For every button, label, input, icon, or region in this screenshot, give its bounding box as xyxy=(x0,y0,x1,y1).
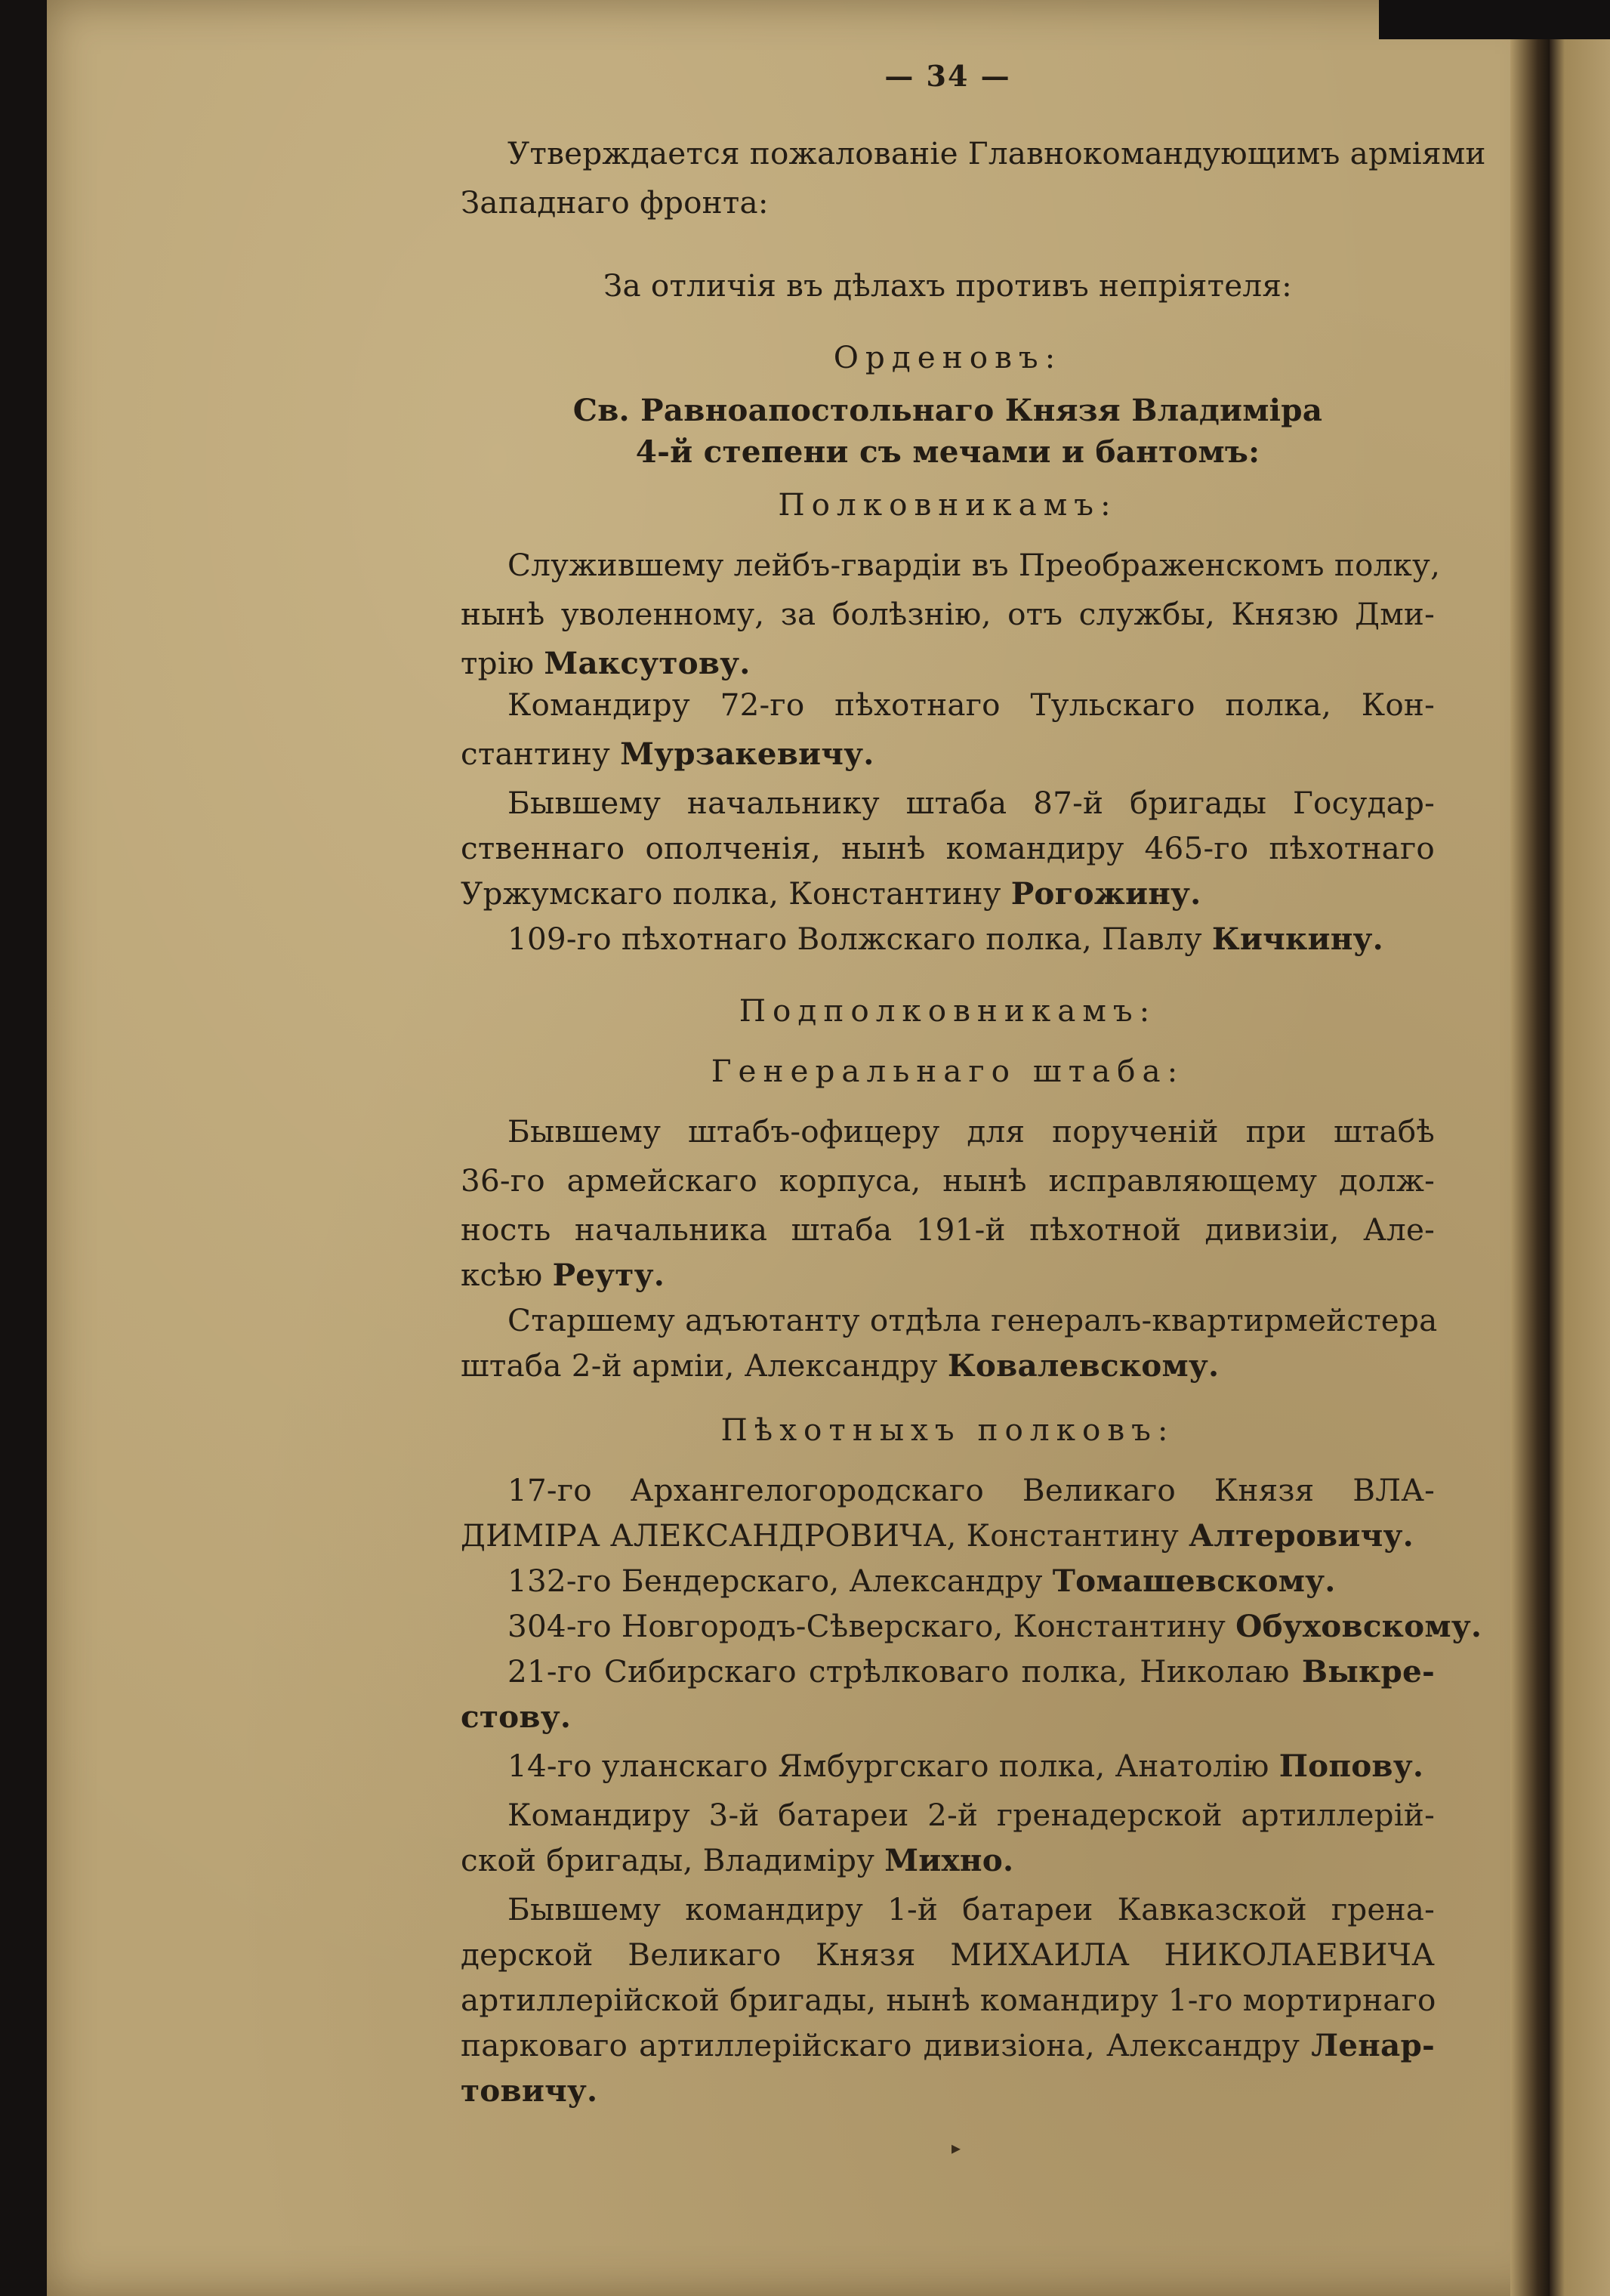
text-line xyxy=(461,1110,1435,1153)
line-name: Михно. xyxy=(884,1842,1014,1878)
line-name: Выкре- xyxy=(1301,1653,1435,1690)
text-line xyxy=(461,1605,1482,1647)
line-name: Максутову. xyxy=(544,645,751,681)
line-text: трію xyxy=(461,645,544,681)
text-line xyxy=(461,918,1435,960)
text-line xyxy=(461,1696,1435,1738)
text-line xyxy=(461,1159,1435,1202)
text-line xyxy=(461,1344,1435,1387)
text-line xyxy=(461,1650,1435,1693)
line-text: 132-го Бендерскаго, Александру xyxy=(507,1563,1053,1599)
line-text: Полковникамъ: xyxy=(778,486,1118,523)
line-text: Св. Равноапостольнаго Князя Владиміра xyxy=(572,392,1323,428)
text-line xyxy=(461,1745,1435,1787)
text-line xyxy=(461,1208,1435,1251)
line-text: Бывшему начальнику штаба 87-й бригады Государ- xyxy=(507,785,1435,821)
text-line xyxy=(461,1469,1435,1511)
text-line xyxy=(461,264,1435,307)
line-text: ДИМІРА АЛЕКСАНДРОВИЧА, Константину xyxy=(461,1517,1189,1554)
page-text xyxy=(461,0,1486,2296)
line-text: Западнаго фронта: xyxy=(461,184,769,221)
line-text: 21-го Сибирскаго стрѣлковаго полка, Николаю xyxy=(507,1653,1302,1690)
text-line xyxy=(461,1299,1438,1341)
line-text: Пѣхотныхъ полковъ: xyxy=(720,1412,1175,1448)
line-text: штаба 2-й арміи, Александру xyxy=(461,1347,948,1384)
line-text: парковаго артиллерійскаго дивизіона, Александру xyxy=(461,2027,1312,2063)
line-name: Мурзакевичу. xyxy=(620,736,874,772)
next-page-edge xyxy=(1550,0,1610,2296)
line-text: ской бригады, Владиміру xyxy=(461,1842,885,1878)
line-text: За отличія въ дѣлахъ противъ непріятеля: xyxy=(603,267,1292,304)
text-line xyxy=(461,1514,1435,1557)
line-name: стову. xyxy=(461,1699,572,1735)
text-line xyxy=(461,593,1435,635)
line-text: стантину xyxy=(461,736,621,772)
text-line xyxy=(461,1839,1435,1881)
line-text: дерской Великаго Князя МИХАИЛА НИКОЛАЕВИЧА xyxy=(461,1936,1435,1973)
line-name: Обуховскому. xyxy=(1235,1608,1482,1644)
page-number: — 34 — xyxy=(884,59,1011,93)
text-line xyxy=(461,782,1435,824)
text-line xyxy=(461,2024,1435,2066)
text-line xyxy=(461,1979,1435,2021)
text-line xyxy=(461,684,1435,726)
line-text: Бывшему командиру 1-й батареи Кавказской грена- xyxy=(507,1891,1435,1927)
text-line xyxy=(461,1254,1435,1296)
text-line xyxy=(461,733,1435,775)
line-text: Подполковникамъ: xyxy=(739,992,1157,1029)
line-name: Томашевскому. xyxy=(1052,1563,1336,1599)
text-line xyxy=(461,2069,1435,2112)
text-line xyxy=(461,1409,1435,1451)
text-line xyxy=(461,389,1435,431)
line-text: Орденовъ: xyxy=(833,339,1063,375)
line-text: Служившему лейбъ-гвардіи въ Преображенскомъ полку, xyxy=(507,547,1441,583)
line-text: Утверждается пожалованіе Главнокомандующимъ арміями xyxy=(507,135,1486,171)
line-text: Бывшему штабъ-офицеру для порученій при штабѣ xyxy=(507,1113,1435,1150)
text-line xyxy=(461,132,1486,174)
line-text: ность начальника штаба 191-й пѣхотной дивизіи, Але- xyxy=(461,1211,1435,1248)
line-text: ксѣю xyxy=(461,1257,553,1293)
text-line xyxy=(461,544,1441,586)
text-line xyxy=(461,872,1435,915)
line-text: 304-го Новгородъ-Сѣверскаго, Константину xyxy=(507,1608,1236,1644)
text-line xyxy=(461,336,1435,378)
line-name: Попову. xyxy=(1278,1748,1424,1784)
line-text: 36-го армейскаго корпуса, нынѣ исправляющему долж- xyxy=(461,1162,1435,1199)
line-text: Старшему адъютанту отдѣла генералъ-квартирмейстера xyxy=(507,1302,1438,1338)
line-text: 17-го Архангелогородскаго Великаго Князя ВЛА- xyxy=(507,1472,1435,1508)
text-line xyxy=(461,827,1435,869)
line-text: ственнаго ополченія, нынѣ командиру 465-го пѣхотнаго xyxy=(461,830,1435,866)
line-text: Командиру 72-го пѣхотнаго Тульскаго полка, Кон- xyxy=(507,687,1435,723)
line-text: артиллерійской бригады, нынѣ командиру 1-го мортирнаго xyxy=(461,1982,1436,2018)
line-text: Уржумскаго полка, Константину xyxy=(461,875,1011,912)
text-line xyxy=(461,1794,1435,1836)
text-line xyxy=(461,181,1435,224)
text-line xyxy=(461,1560,1435,1602)
line-name: Алтеровичу. xyxy=(1189,1517,1414,1554)
line-text: Командиру 3-й батареи 2-й гренадерской артиллерій- xyxy=(507,1797,1435,1833)
line-name: Ковалевскому. xyxy=(947,1347,1220,1384)
line-text: 4-й степени съ мечами и бантомъ: xyxy=(635,434,1260,470)
line-text: 109-го пѣхотнаго Волжскаго полка, Павлу xyxy=(507,921,1212,957)
text-line xyxy=(461,1888,1435,1930)
text-line xyxy=(461,1933,1435,1976)
line-name: Реуту. xyxy=(552,1257,665,1293)
text-line xyxy=(461,483,1435,526)
printer-mark: ▸ xyxy=(952,2137,961,2159)
line-name: товичу. xyxy=(461,2072,598,2109)
line-text: 14-го уланскаго Ямбургскаго полка, Анатолію xyxy=(507,1748,1279,1784)
text-line xyxy=(461,989,1435,1032)
text-line xyxy=(461,430,1435,473)
line-name: Рогожину. xyxy=(1010,875,1201,912)
line-name: Ленар- xyxy=(1311,2027,1435,2063)
text-line xyxy=(461,1050,1435,1092)
page-gutter xyxy=(1510,0,1550,2296)
line-text: Генеральнаго штаба: xyxy=(711,1053,1185,1089)
line-text: нынѣ уволенному, за болѣзнію, отъ службы, Князю Дми- xyxy=(461,596,1435,632)
line-name: Кичкину. xyxy=(1211,921,1383,957)
text-line xyxy=(461,642,1435,684)
